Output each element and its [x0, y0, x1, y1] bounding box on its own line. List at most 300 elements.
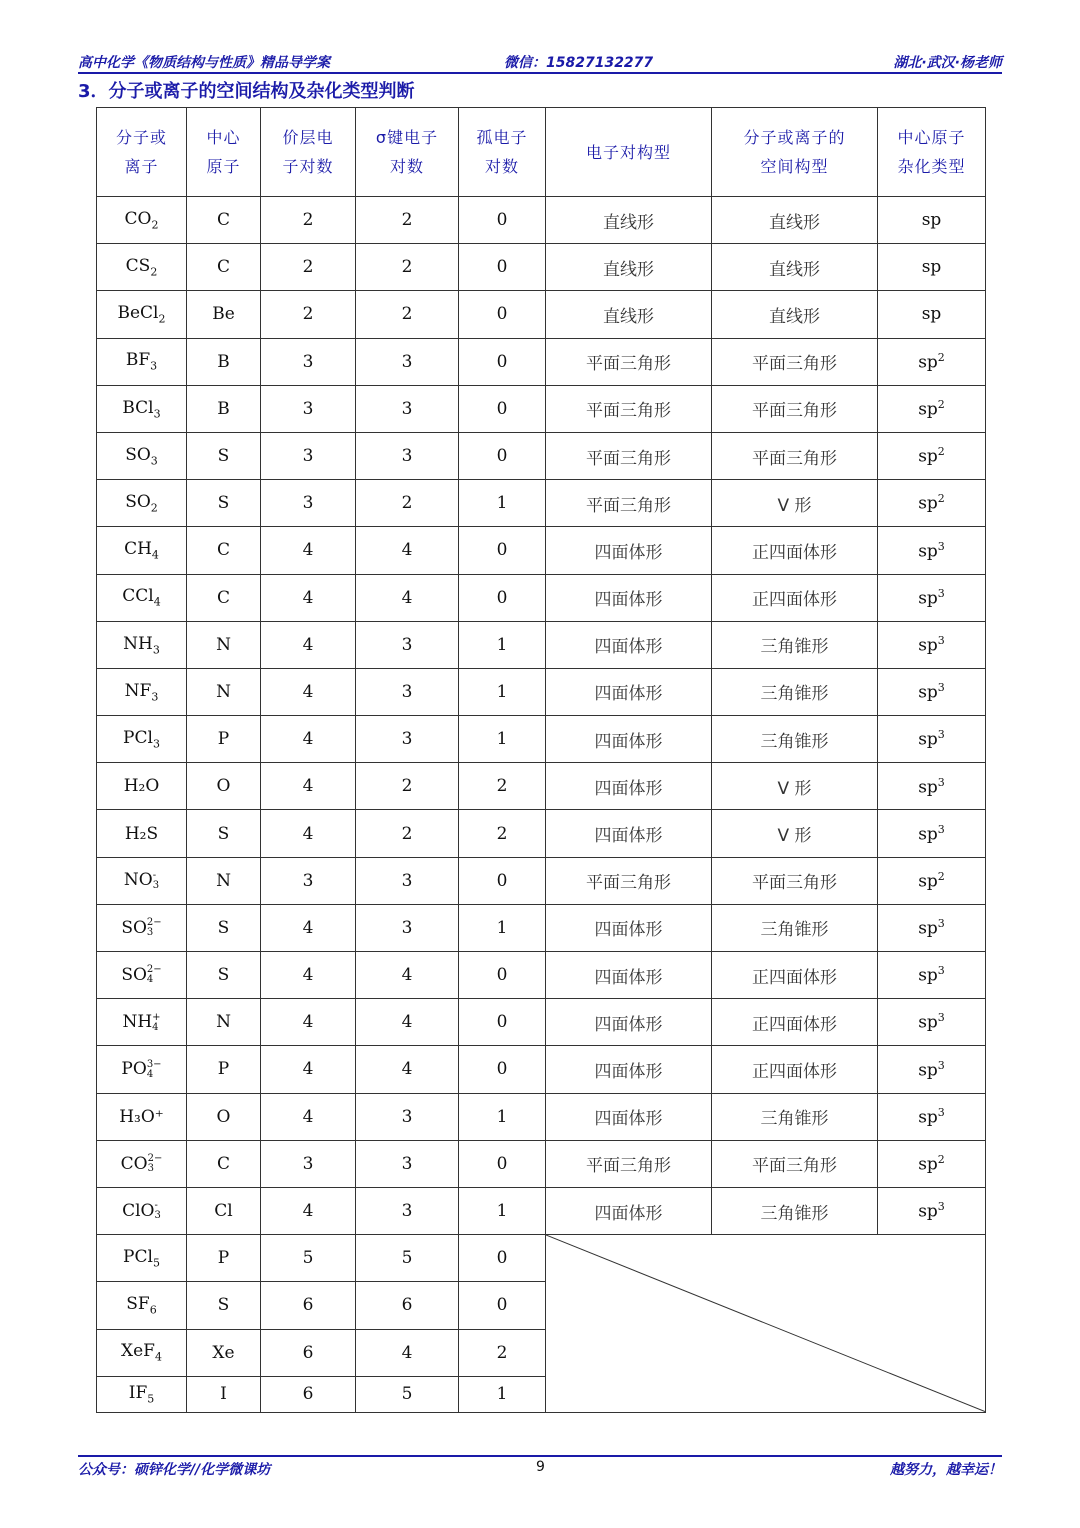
table-row: [97, 1046, 986, 1093]
valence-pairs-cell: 4: [261, 621, 356, 668]
formula-subscript: 3: [147, 1163, 154, 1175]
formula-cell: [97, 1376, 187, 1412]
hybridization-cell: [878, 1187, 986, 1234]
central-atom-cell: Xe: [187, 1329, 261, 1376]
formula: [123, 634, 160, 654]
lone-pairs-cell: 0: [459, 1235, 546, 1282]
hybridization-superscript: 3: [937, 586, 945, 600]
header-left: 高中化学《物质结构与性质》精品导学案: [78, 55, 330, 71]
table-row: [97, 952, 986, 999]
valence-pairs-cell: 6: [261, 1376, 356, 1412]
formula-cell: [97, 385, 187, 432]
central-atom-cell: Be: [187, 291, 261, 338]
formula-cell: [97, 574, 187, 621]
formula-base: CS: [125, 256, 151, 277]
lone-pairs-cell: 0: [459, 527, 546, 574]
hybridization-base: sp: [918, 541, 938, 562]
central-atom-cell: S: [187, 432, 261, 479]
sigma-pairs-cell: 2: [356, 291, 459, 338]
hybridization-base: sp: [918, 1060, 938, 1081]
hybridization-cell: [878, 480, 986, 527]
formula-base: PCl: [123, 1247, 153, 1268]
hybridization-superscript: 3: [937, 964, 945, 978]
blank-diagonal-cell: [546, 1235, 986, 1413]
sigma-pairs-cell: 4: [356, 999, 459, 1046]
sigma-pairs-cell: 2: [356, 197, 459, 244]
electron-geometry-cell: 直线形: [546, 244, 712, 291]
formula-subscript: 4: [151, 548, 159, 562]
sigma-pairs-cell: 3: [356, 621, 459, 668]
hybridization-cell: [878, 291, 986, 338]
formula-charge: -: [152, 869, 157, 881]
molecular-shape-cell: 正四面体形: [712, 574, 878, 621]
formula-subscript: 3: [150, 454, 158, 468]
hybridization-cell: [878, 952, 986, 999]
valence-pairs-cell: 4: [261, 952, 356, 999]
formula: [122, 586, 161, 609]
hybridization-base: sp: [918, 824, 938, 845]
valence-pairs-cell: 4: [261, 904, 356, 951]
formula: [123, 1247, 160, 1270]
sigma-pairs-cell: 3: [356, 1187, 459, 1234]
hybridization-base: sp: [918, 682, 938, 703]
hybridization-base: sp: [921, 210, 942, 231]
table-header-row: [97, 108, 986, 197]
lone-pairs-cell: 2: [459, 810, 546, 857]
molecular-shape-cell: 三角锥形: [712, 904, 878, 951]
central-atom-cell: N: [187, 999, 261, 1046]
valence-pairs-cell: 5: [261, 1235, 356, 1282]
formula: [117, 303, 166, 326]
table-row: [97, 197, 986, 244]
structure-table: [96, 107, 986, 1413]
formula-cell: [97, 952, 187, 999]
formula-subscript: 4: [152, 1021, 159, 1033]
formula-base: PCl: [123, 727, 153, 748]
formula-base: H₂S: [124, 823, 159, 844]
formula-base: ClO: [122, 1200, 155, 1221]
molecular-shape-cell: 正四面体形: [712, 999, 878, 1046]
table-row: [97, 244, 986, 291]
formula-subscript: 4: [146, 974, 154, 986]
table-row: [97, 716, 986, 763]
table-row: [97, 574, 986, 621]
sigma-pairs-cell: 3: [356, 904, 459, 951]
lone-pairs-cell: 0: [459, 574, 546, 621]
hybridization-cell: [878, 197, 986, 244]
electron-geometry-cell: 四面体形: [546, 574, 712, 621]
table-row: [97, 527, 986, 574]
valence-pairs-cell: 6: [261, 1329, 356, 1376]
hybridization-base: sp: [921, 304, 942, 325]
formula-cell: [97, 1093, 187, 1140]
central-atom-cell: N: [187, 857, 261, 904]
col-header: 分子或离子的空间构型: [712, 108, 878, 197]
valence-pairs-cell: 3: [261, 480, 356, 527]
central-atom-cell: I: [187, 1376, 261, 1412]
hybridization-cell: [878, 1093, 986, 1140]
central-atom-cell: C: [187, 574, 261, 621]
formula-base: CO: [120, 1153, 148, 1174]
table-row: [97, 810, 986, 857]
sigma-pairs-cell: 3: [356, 432, 459, 479]
formula: [121, 918, 161, 938]
formula-charge: 3−: [146, 1058, 162, 1070]
central-atom-cell: N: [187, 621, 261, 668]
electron-geometry-cell: 四面体形: [546, 810, 712, 857]
formula-base: H₃O⁺: [119, 1106, 164, 1127]
table-row: [97, 999, 986, 1046]
formula-base: XeF: [121, 1341, 155, 1362]
page-header: [78, 50, 1002, 74]
hybridization-base: sp: [921, 257, 942, 278]
valence-pairs-cell: 2: [261, 197, 356, 244]
lone-pairs-cell: 1: [459, 716, 546, 763]
formula-cell: [97, 810, 187, 857]
hybridization-superscript: 2: [937, 445, 945, 459]
lone-pairs-cell: 0: [459, 244, 546, 291]
hybridization-superscript: 3: [937, 1011, 945, 1025]
page-footer: [78, 1455, 1002, 1479]
formula: [123, 727, 160, 751]
hybridization-cell: [878, 1140, 986, 1187]
central-atom-cell: S: [187, 1282, 261, 1329]
hybridization-superscript: 3: [937, 681, 945, 695]
hybridization-base: sp: [918, 635, 938, 656]
lone-pairs-cell: 0: [459, 432, 546, 479]
hybridization-superscript: 3: [937, 728, 945, 742]
formula-charge-stack: [153, 871, 159, 891]
formula-base: SO: [121, 917, 147, 938]
sigma-pairs-cell: 4: [356, 574, 459, 621]
molecular-shape-cell: 三角锥形: [712, 716, 878, 763]
table-row: [97, 904, 986, 951]
sigma-pairs-cell: 5: [356, 1235, 459, 1282]
lone-pairs-cell: 0: [459, 1282, 546, 1329]
hybridization-base: sp: [918, 494, 938, 515]
valence-pairs-cell: 4: [261, 527, 356, 574]
central-atom-cell: Cl: [187, 1187, 261, 1234]
sigma-pairs-cell: 4: [356, 1329, 459, 1376]
formula-cell: [97, 527, 187, 574]
page-number: 9: [536, 1459, 545, 1475]
table-row: [97, 291, 986, 338]
hybridization-cell: [878, 999, 986, 1046]
formula-base: CCl: [122, 586, 154, 607]
formula-cell: [97, 1235, 187, 1282]
formula-cell: [97, 857, 187, 904]
sigma-pairs-cell: 4: [356, 527, 459, 574]
valence-pairs-cell: 2: [261, 291, 356, 338]
formula: [125, 256, 158, 279]
molecular-shape-cell: V 形: [712, 810, 878, 857]
formula-base: NH: [123, 633, 153, 654]
central-atom-cell: S: [187, 480, 261, 527]
hybridization-cell: [878, 244, 986, 291]
formula: [124, 680, 159, 704]
hybridization-cell: [878, 338, 986, 385]
central-atom-cell: C: [187, 527, 261, 574]
formula-cell: [97, 432, 187, 479]
formula: [122, 1201, 161, 1221]
table-row: [97, 385, 986, 432]
formula-subscript: 3: [154, 1210, 161, 1222]
sigma-pairs-cell: 4: [356, 952, 459, 999]
central-atom-cell: C: [187, 197, 261, 244]
hybridization-base: sp: [918, 446, 938, 467]
sigma-pairs-cell: 2: [356, 763, 459, 810]
hybridization-base: sp: [918, 1201, 938, 1222]
formula: [125, 824, 158, 844]
formula: [121, 965, 161, 985]
hybridization-cell: [878, 1046, 986, 1093]
lone-pairs-cell: 0: [459, 952, 546, 999]
col-header: 孤电子对数: [459, 108, 546, 197]
hybridization-cell: [878, 527, 986, 574]
hybridization-cell: [878, 716, 986, 763]
formula: [125, 492, 158, 515]
col-header: 电子对构型: [546, 108, 712, 197]
electron-geometry-cell: 四面体形: [546, 716, 712, 763]
formula-charge-stack: [152, 1013, 160, 1033]
formula-charge-stack: [147, 1060, 162, 1080]
hybridization-superscript: 3: [937, 1105, 945, 1119]
electron-geometry-cell: 四面体形: [546, 1046, 712, 1093]
formula-cell: [97, 480, 187, 527]
electron-geometry-cell: 平面三角形: [546, 1140, 712, 1187]
formula-subscript: 6: [149, 1303, 157, 1317]
formula-cell: [97, 763, 187, 810]
table-row: [97, 432, 986, 479]
lone-pairs-cell: 1: [459, 621, 546, 668]
col-header: 中心原子: [187, 108, 261, 197]
electron-geometry-cell: 平面三角形: [546, 480, 712, 527]
formula-cell: [97, 999, 187, 1046]
lone-pairs-cell: 0: [459, 999, 546, 1046]
sigma-pairs-cell: 3: [356, 857, 459, 904]
hybridization-superscript: 3: [937, 1200, 945, 1214]
sigma-pairs-cell: 6: [356, 1282, 459, 1329]
formula-cell: [97, 1282, 187, 1329]
formula: [121, 1341, 162, 1364]
electron-geometry-cell: 四面体形: [546, 1187, 712, 1234]
central-atom-cell: C: [187, 1140, 261, 1187]
lone-pairs-cell: 0: [459, 385, 546, 432]
formula-cell: [97, 291, 187, 338]
table-row: [97, 480, 986, 527]
hybridization-base: sp: [918, 871, 938, 892]
electron-geometry-cell: 直线形: [546, 197, 712, 244]
sigma-pairs-cell: 3: [356, 668, 459, 715]
lone-pairs-cell: 0: [459, 1046, 546, 1093]
hybridization-base: sp: [918, 965, 938, 986]
header-contact: 微信：15827132277: [504, 55, 654, 71]
sigma-pairs-cell: 4: [356, 1046, 459, 1093]
formula: [122, 397, 161, 421]
molecular-shape-cell: 平面三角形: [712, 432, 878, 479]
valence-pairs-cell: 3: [261, 857, 356, 904]
sigma-pairs-cell: 2: [356, 480, 459, 527]
hybridization-base: sp: [918, 1107, 938, 1128]
formula-charge-stack: [155, 1201, 161, 1221]
molecular-shape-cell: 三角锥形: [712, 668, 878, 715]
hybridization-superscript: 2: [937, 1153, 945, 1167]
table-row: [97, 1235, 986, 1282]
footer-left: 公众号：硕锌化学//化学微课坊: [78, 1462, 271, 1478]
formula-charge: +: [152, 1011, 161, 1023]
electron-geometry-cell: 四面体形: [546, 527, 712, 574]
hybridization-superscript: 2: [937, 869, 945, 883]
lone-pairs-cell: 1: [459, 480, 546, 527]
electron-geometry-cell: 直线形: [546, 291, 712, 338]
sigma-pairs-cell: 3: [356, 716, 459, 763]
hybridization-base: sp: [918, 352, 938, 373]
valence-pairs-cell: 4: [261, 716, 356, 763]
col-header: 价层电子对数: [261, 108, 356, 197]
central-atom-cell: B: [187, 338, 261, 385]
molecular-shape-cell: V 形: [712, 763, 878, 810]
hybridization-superscript: 3: [937, 775, 945, 789]
lone-pairs-cell: 0: [459, 338, 546, 385]
valence-pairs-cell: 6: [261, 1282, 356, 1329]
diagonal-line: [546, 1235, 985, 1412]
formula-cell: [97, 197, 187, 244]
lone-pairs-cell: 2: [459, 763, 546, 810]
formula-base: SO: [125, 492, 151, 513]
formula-cell: [97, 668, 187, 715]
formula-base: NF: [124, 680, 152, 701]
sigma-pairs-cell: 3: [356, 1140, 459, 1187]
electron-geometry-cell: 四面体形: [546, 668, 712, 715]
central-atom-cell: N: [187, 668, 261, 715]
sigma-pairs-cell: 2: [356, 244, 459, 291]
molecular-shape-cell: 平面三角形: [712, 385, 878, 432]
lone-pairs-cell: 0: [459, 291, 546, 338]
molecular-shape-cell: 平面三角形: [712, 338, 878, 385]
formula-base: BeCl: [117, 303, 159, 324]
formula-cell: [97, 338, 187, 385]
hybridization-base: sp: [918, 729, 938, 750]
formula: [119, 1107, 164, 1127]
formula: [121, 1059, 161, 1079]
table-row: [97, 1140, 986, 1187]
formula: [124, 870, 159, 890]
valence-pairs-cell: 4: [261, 999, 356, 1046]
formula-base: BF: [125, 350, 151, 371]
table-row: [97, 338, 986, 385]
valence-pairs-cell: 4: [261, 1046, 356, 1093]
formula-subscript: 3: [150, 359, 158, 373]
hybridization-cell: [878, 668, 986, 715]
hybridization-base: sp: [918, 1013, 938, 1034]
hybridization-cell: [878, 904, 986, 951]
formula-subscript: 4: [154, 1350, 162, 1364]
formula: [125, 444, 158, 468]
section-title: 3．分子或离子的空间结构及杂化类型判断: [78, 81, 415, 102]
formula-base: NO: [123, 870, 153, 891]
formula-subscript: 2: [150, 265, 158, 279]
electron-geometry-cell: 四面体形: [546, 999, 712, 1046]
electron-geometry-cell: 四面体形: [546, 1093, 712, 1140]
electron-geometry-cell: 四面体形: [546, 952, 712, 999]
hybridization-base: sp: [918, 777, 938, 798]
molecular-shape-cell: 三角锥形: [712, 621, 878, 668]
lone-pairs-cell: 1: [459, 1187, 546, 1234]
formula-base: SO: [125, 444, 151, 465]
formula: [124, 776, 160, 796]
hybridization-superscript: 2: [937, 492, 945, 506]
formula-base: PO: [121, 1059, 147, 1080]
lone-pairs-cell: 1: [459, 1093, 546, 1140]
electron-geometry-cell: 四面体形: [546, 763, 712, 810]
central-atom-cell: S: [187, 904, 261, 951]
formula-base: IF: [128, 1382, 148, 1403]
formula-subscript: 4: [153, 595, 161, 609]
formula: [125, 350, 158, 373]
formula-cell: [97, 1046, 187, 1093]
formula-cell: [97, 621, 187, 668]
valence-pairs-cell: 3: [261, 1140, 356, 1187]
formula-subscript: 2: [151, 218, 159, 232]
formula: [126, 1294, 157, 1317]
formula-base: NH: [122, 1012, 153, 1033]
formula-subscript: 3: [146, 927, 154, 939]
electron-geometry-cell: 四面体形: [546, 621, 712, 668]
formula: [122, 1012, 160, 1032]
formula-base: SO: [121, 964, 147, 985]
formula-cell: [97, 1140, 187, 1187]
electron-geometry-cell: 平面三角形: [546, 857, 712, 904]
molecular-shape-cell: 直线形: [712, 244, 878, 291]
footer-right: 越努力，越幸运！: [890, 1462, 1002, 1478]
central-atom-cell: S: [187, 952, 261, 999]
hybridization-cell: [878, 432, 986, 479]
hybridization-base: sp: [918, 399, 938, 420]
formula-cell: [97, 716, 187, 763]
hybridization-cell: [878, 621, 986, 668]
formula-base: CO: [124, 208, 152, 229]
lone-pairs-cell: 1: [459, 1376, 546, 1412]
table-row: [97, 668, 986, 715]
central-atom-cell: P: [187, 1046, 261, 1093]
formula-charge-stack: [147, 965, 162, 985]
formula: [128, 1382, 155, 1406]
sigma-pairs-cell: 5: [356, 1376, 459, 1412]
header-right: 湖北·武汉·杨老师: [893, 55, 1002, 71]
valence-pairs-cell: 3: [261, 338, 356, 385]
valence-pairs-cell: 4: [261, 810, 356, 857]
sigma-pairs-cell: 2: [356, 810, 459, 857]
table-row: [97, 621, 986, 668]
formula-subscript: 3: [152, 737, 160, 751]
lone-pairs-cell: 1: [459, 668, 546, 715]
formula-subscript: 2: [158, 312, 166, 326]
sigma-pairs-cell: 3: [356, 1093, 459, 1140]
molecular-shape-cell: 三角锥形: [712, 1093, 878, 1140]
col-header: σ键电子对数: [356, 108, 459, 197]
molecular-shape-cell: 平面三角形: [712, 1140, 878, 1187]
electron-geometry-cell: 平面三角形: [546, 432, 712, 479]
formula-charge: 2−: [146, 964, 162, 976]
molecular-shape-cell: 平面三角形: [712, 857, 878, 904]
formula-charge: 2−: [147, 1153, 163, 1165]
valence-pairs-cell: 2: [261, 244, 356, 291]
formula-subscript: 5: [152, 1256, 160, 1270]
sigma-pairs-cell: 3: [356, 338, 459, 385]
electron-geometry-cell: 四面体形: [546, 904, 712, 951]
lone-pairs-cell: 1: [459, 904, 546, 951]
formula-cell: [97, 1329, 187, 1376]
